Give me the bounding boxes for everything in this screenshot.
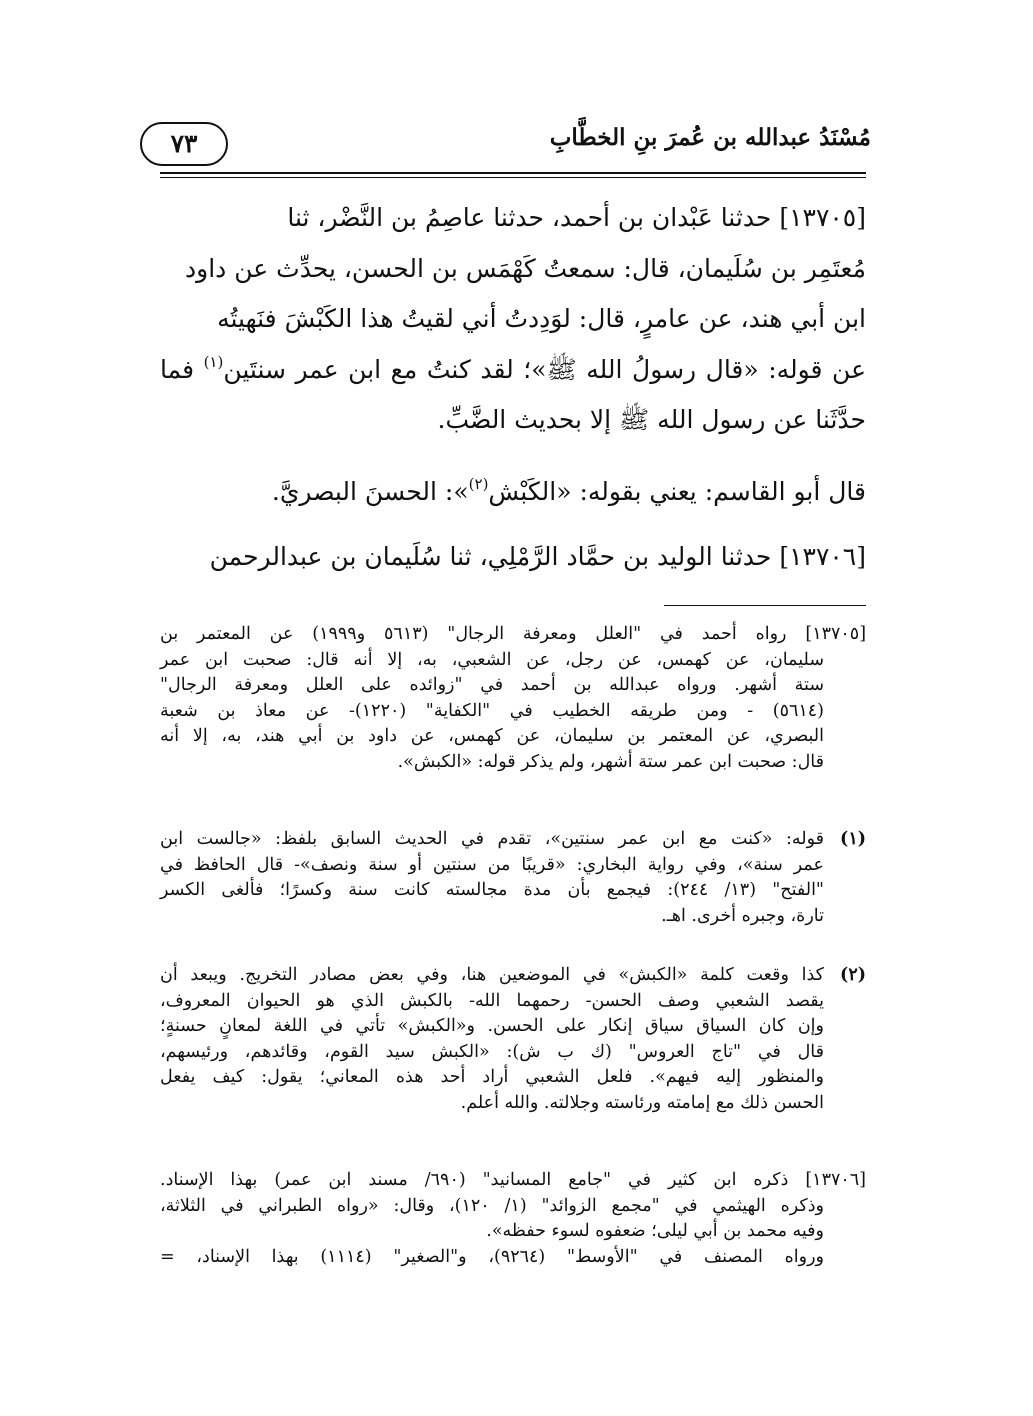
footnote-ref-2[interactable]: (٢) <box>468 475 489 493</box>
footnote-13706 <box>160 1168 866 1270</box>
header-rule-thin <box>160 177 866 178</box>
footnote-2-marker: (٢) <box>840 965 866 985</box>
footnote-line: قوله: «كنت مع ابن عمر سنتين»، تقدم في الحديث السابق بلفظ: «جالست ابن <box>160 829 824 849</box>
footnote-line: والمنظور إليه فيهم». فلعل الشعبي أراد أحد هذه المعاني؛ يقول: كيف يفعل <box>160 1067 825 1087</box>
body-line: ابن أبي هند، عن عامرٍ، قال: لوَدِدتُ أني لقيتُ هذا الكَبْشَ فنَهيتُه <box>217 304 866 333</box>
footnote-line: ورواه المصنف في "الأوسط" (٩٢٦٤)، و"الصغير" (١١١٤) بهذا الإسناد، = <box>160 1246 824 1267</box>
footnote-line: ستة أشهر. ورواه عبدالله بن أحمد في "زوائده على العلل ومعرفة الرجال" <box>160 675 824 695</box>
footnote-1-marker: (١) <box>840 829 866 849</box>
footnote-line: يقصد الشعبي وصف الحسن- رحمهما الله- بالكبش الذي هو الحيوان المعروف، <box>160 990 824 1011</box>
footnote-13705 <box>160 622 866 775</box>
running-title: مُسْنَدُ عبدالله بن عُمرَ بنِ الخطَّابِ <box>549 124 871 151</box>
footnote-line: الحسن ذلك مع إمامته ورئاسته وجلالته. والله أعلم. <box>460 1092 824 1113</box>
footnote-line: تارة، وجبره أخرى. اهـ. <box>661 905 824 926</box>
footnote-line: [١٣٧٠٥] رواه أحمد في "العلل ومعرفة الرجال" (٥٦١٣ و١٩٩٩) عن المعتمر بن <box>160 624 867 644</box>
footnote-line: قال في "تاج العروس" (ك ب ش): «الكبش سيد القوم، وقائدهم، ورئيسهم، <box>160 1041 824 1062</box>
commentary-text-end: »: الحسنَ البصريَّ. <box>271 477 469 506</box>
body-line: مُعتَمِر بن سُلَيمان، قال: سمعتُ كَهْمَس بن الحسن، يحدِّث عن داود <box>185 253 866 283</box>
footnote-line: [١٣٧٠٦] ذكره ابن كثير في "جامع المسانيد" (٦٩٠/ مسند ابن عمر) بهذا الإسناد. <box>160 1170 866 1190</box>
hadith-13705 <box>160 193 866 446</box>
footnote-line: وفيه محمد بن أبي ليلى؛ ضعفوه لسوء حفظه». <box>486 1221 824 1241</box>
footnote-ref-1[interactable]: (١) <box>203 352 224 371</box>
commentary-paragraph <box>160 470 866 514</box>
hadith-13706: [١٣٧٠٦] حدثنا الوليد بن حمَّاد الرَّمْلِي، ثنا سُلَيمان بن عبدالرحمن <box>209 542 866 571</box>
page-number-badge: ٧٣ <box>140 122 228 166</box>
header-rule <box>160 172 866 174</box>
body-line-text: عن قوله: «قال رسولُ الله ﷺ»؛ لقد كنتُ مع ابن عمر سنتَين <box>223 354 866 384</box>
footnote-line: سليمان، عن كهمس، عن رجل، عن الشعبي، به، إلا أنه قال: صحبت ابن عمر <box>160 649 824 670</box>
body-line <box>160 345 866 396</box>
commentary-text: قال أبو القاسم: يعني بقوله: «الكَبْش <box>488 477 866 506</box>
body-line-end: فما <box>160 354 195 384</box>
footnote-line: عمر سنة»، وفي رواية البخاري: «قريبًا من سنتين أو سنة ونصف»- قال الحافظ في <box>160 854 824 875</box>
body-line: حدَّثَنا عن رسول الله ﷺ إلا بحديث الضَّبِّ. <box>437 405 866 434</box>
footnote-line: "الفتح" (١٣/ ٢٤٤): فيجمع بأن مدة مجالسته كانت سنة وكسرًا؛ فألغى الكسر <box>160 880 824 900</box>
footnote-line: كذا وقعت كلمة «الكبش» في الموضعين هنا، وفي بعض مصادر التخريج. ويبعد أن <box>160 965 824 985</box>
footnote-line: قال: صحبت ابن عمر ستة أشهر، ولم يذكر قوله: «الكبش». <box>397 751 824 772</box>
footnote-line: وإن كان السياق سياق إنكار على الحسن. و«الكبش» تأتي في اللغة لمعانٍ حسنةٍ؛ <box>160 1016 824 1036</box>
footnote-separator <box>664 605 866 606</box>
footnote-1 <box>160 827 866 929</box>
footnote-line: وذكره الهيثمي في "مجمع الزوائد" (١/ ١٢٠)، وقال: «رواه الطبراني في الثلاثة، <box>160 1195 825 1216</box>
footnote-line: (٥٦١٤) - ومن طريقه الخطيب في "الكفاية" (١٢٢٠)- عن معاذ بن شعبة <box>160 700 824 721</box>
footnote-line: البصري، عن المعتمر بن سليمان، عن كهمس، عن داود بن أبي هند، به، إلا أنه <box>160 726 824 746</box>
footnote-2 <box>160 963 866 1116</box>
body-line: [١٣٧٠٥] حدثنا عَبْدان بن أحمد، حدثنا عاصِمُ بن النَّضْر، ثنا <box>287 203 866 232</box>
